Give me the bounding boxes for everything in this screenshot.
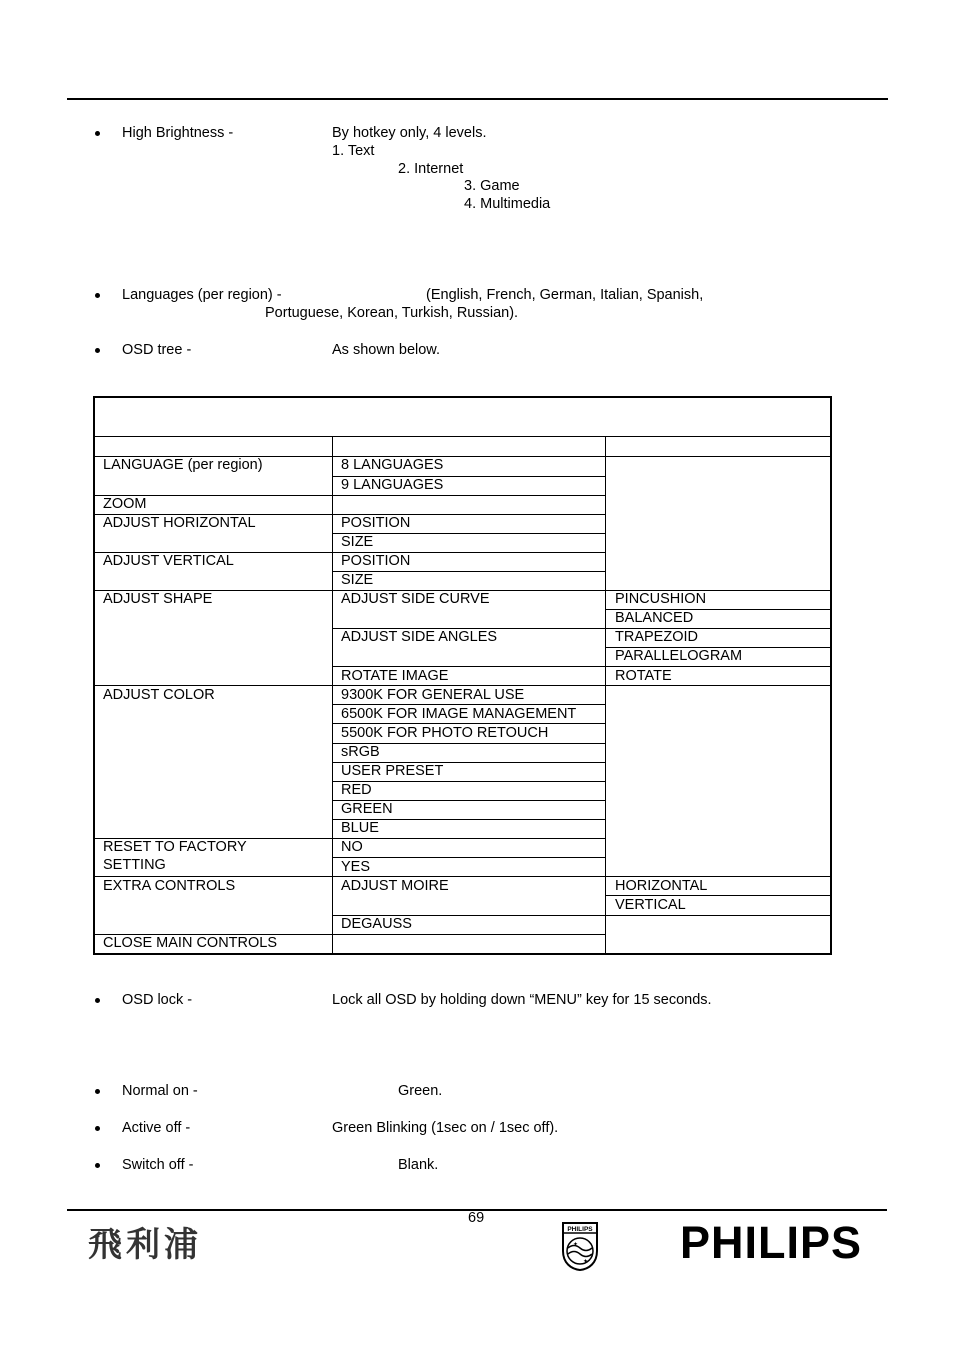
submenu-item: 8 LANGUAGES [341, 457, 444, 473]
option-item: PARALLELOGRAM [615, 648, 743, 664]
high-brightness-label: High Brightness - [122, 125, 234, 141]
submenu-item: YES [341, 859, 371, 875]
submenu-item: sRGB [341, 744, 380, 760]
bullet [95, 1089, 100, 1094]
normal-on-value: Green. [398, 1083, 443, 1099]
option-item: VERTICAL [615, 897, 686, 913]
row-line [95, 436, 830, 437]
osd-tree-value: As shown below. [332, 342, 441, 358]
submenu-item: GREEN [341, 801, 393, 817]
submenu-item: DEGAUSS [341, 916, 412, 932]
submenu-item: ROTATE IMAGE [341, 668, 449, 684]
menu-item: EXTRA CONTROLS [103, 878, 236, 894]
languages-label: Languages (per region) - [122, 287, 282, 303]
languages-value-line1: (English, French, German, Italian, Spanish, [426, 287, 704, 303]
svg-text:✦: ✦ [573, 1241, 579, 1248]
page-number: 69 [468, 1210, 485, 1226]
switch-off-value: Blank. [398, 1157, 439, 1173]
osd-tree-table [93, 396, 832, 955]
submenu-item: RED [341, 782, 372, 798]
menu-item: ADJUST HORIZONTAL [103, 515, 256, 531]
row-line [332, 666, 830, 667]
languages-value-line2: Portuguese, Korean, Turkish, Russian). [265, 305, 519, 321]
option-item: PINCUSHION [615, 591, 707, 607]
menu-item: ADJUST SHAPE [103, 591, 213, 607]
bullet [95, 293, 100, 298]
row-line [332, 723, 606, 724]
header-rule [67, 98, 888, 100]
level-item: 3. Game [464, 178, 520, 194]
menu-item: CLOSE MAIN CONTROLS [103, 935, 278, 951]
row-line [332, 704, 606, 705]
row-line [332, 781, 606, 782]
menu-item: ADJUST COLOR [103, 687, 215, 703]
active-off-value: Green Blinking (1sec on / 1sec off). [332, 1120, 559, 1136]
submenu-item: 9 LANGUAGES [341, 477, 444, 493]
level-item: 2. Internet [398, 161, 464, 177]
level-item: 4. Multimedia [464, 196, 551, 212]
philips-wordmark-logo: PHILIPS [680, 1217, 863, 1268]
svg-text:PHILIPS: PHILIPS [567, 1226, 593, 1233]
switch-off-label: Switch off - [122, 1157, 194, 1173]
submenu-item: POSITION [341, 553, 411, 569]
submenu-item: 6500K FOR IMAGE MANAGEMENT [341, 706, 577, 722]
osd-lock-value: Lock all OSD by holding down “MENU” key for 15 seconds. [332, 992, 712, 1008]
svg-text:✦: ✦ [583, 1258, 589, 1265]
submenu-item: SIZE [341, 534, 374, 550]
osd-tree-label: OSD tree - [122, 342, 192, 358]
menu-item: ZOOM [103, 496, 147, 512]
submenu-item: BLUE [341, 820, 379, 836]
chinese-brand-logo: 飛利浦 [88, 1225, 202, 1265]
option-item: ROTATE [615, 668, 672, 684]
philips-shield-icon [561, 1221, 599, 1271]
row-line [95, 685, 830, 686]
active-off-label: Active off - [122, 1120, 191, 1136]
submenu-item: 9300K FOR GENERAL USE [341, 687, 525, 703]
row-line [332, 857, 606, 858]
normal-on-label: Normal on - [122, 1083, 198, 1099]
submenu-item: SIZE [341, 572, 374, 588]
bullet [95, 1163, 100, 1168]
row-line [95, 495, 606, 496]
submenu-item: POSITION [341, 515, 411, 531]
submenu-item: USER PRESET [341, 763, 444, 779]
menu-item: LANGUAGE (per region) [103, 457, 263, 473]
row-line [605, 895, 830, 896]
option-item: TRAPEZOID [615, 629, 698, 645]
submenu-item: ADJUST SIDE CURVE [341, 591, 490, 607]
bullet [95, 348, 100, 353]
submenu-item: NO [341, 839, 363, 855]
level-item: 1. Text [332, 143, 375, 159]
bullet [95, 131, 100, 136]
option-item: BALANCED [615, 610, 694, 626]
osd-lock-label: OSD lock - [122, 992, 193, 1008]
bullet [95, 998, 100, 1003]
bullet [95, 1126, 100, 1131]
row-line [95, 876, 830, 877]
option-item: HORIZONTAL [615, 878, 708, 894]
high-brightness-value: By hotkey only, 4 levels. [332, 125, 487, 141]
submenu-item: 5500K FOR PHOTO RETOUCH [341, 725, 549, 741]
submenu-item: ADJUST SIDE ANGLES [341, 629, 498, 645]
menu-item: SETTING [103, 857, 166, 873]
submenu-item: ADJUST MOIRE [341, 878, 449, 894]
menu-item: ADJUST VERTICAL [103, 553, 234, 569]
menu-item: RESET TO FACTORY [103, 839, 247, 855]
